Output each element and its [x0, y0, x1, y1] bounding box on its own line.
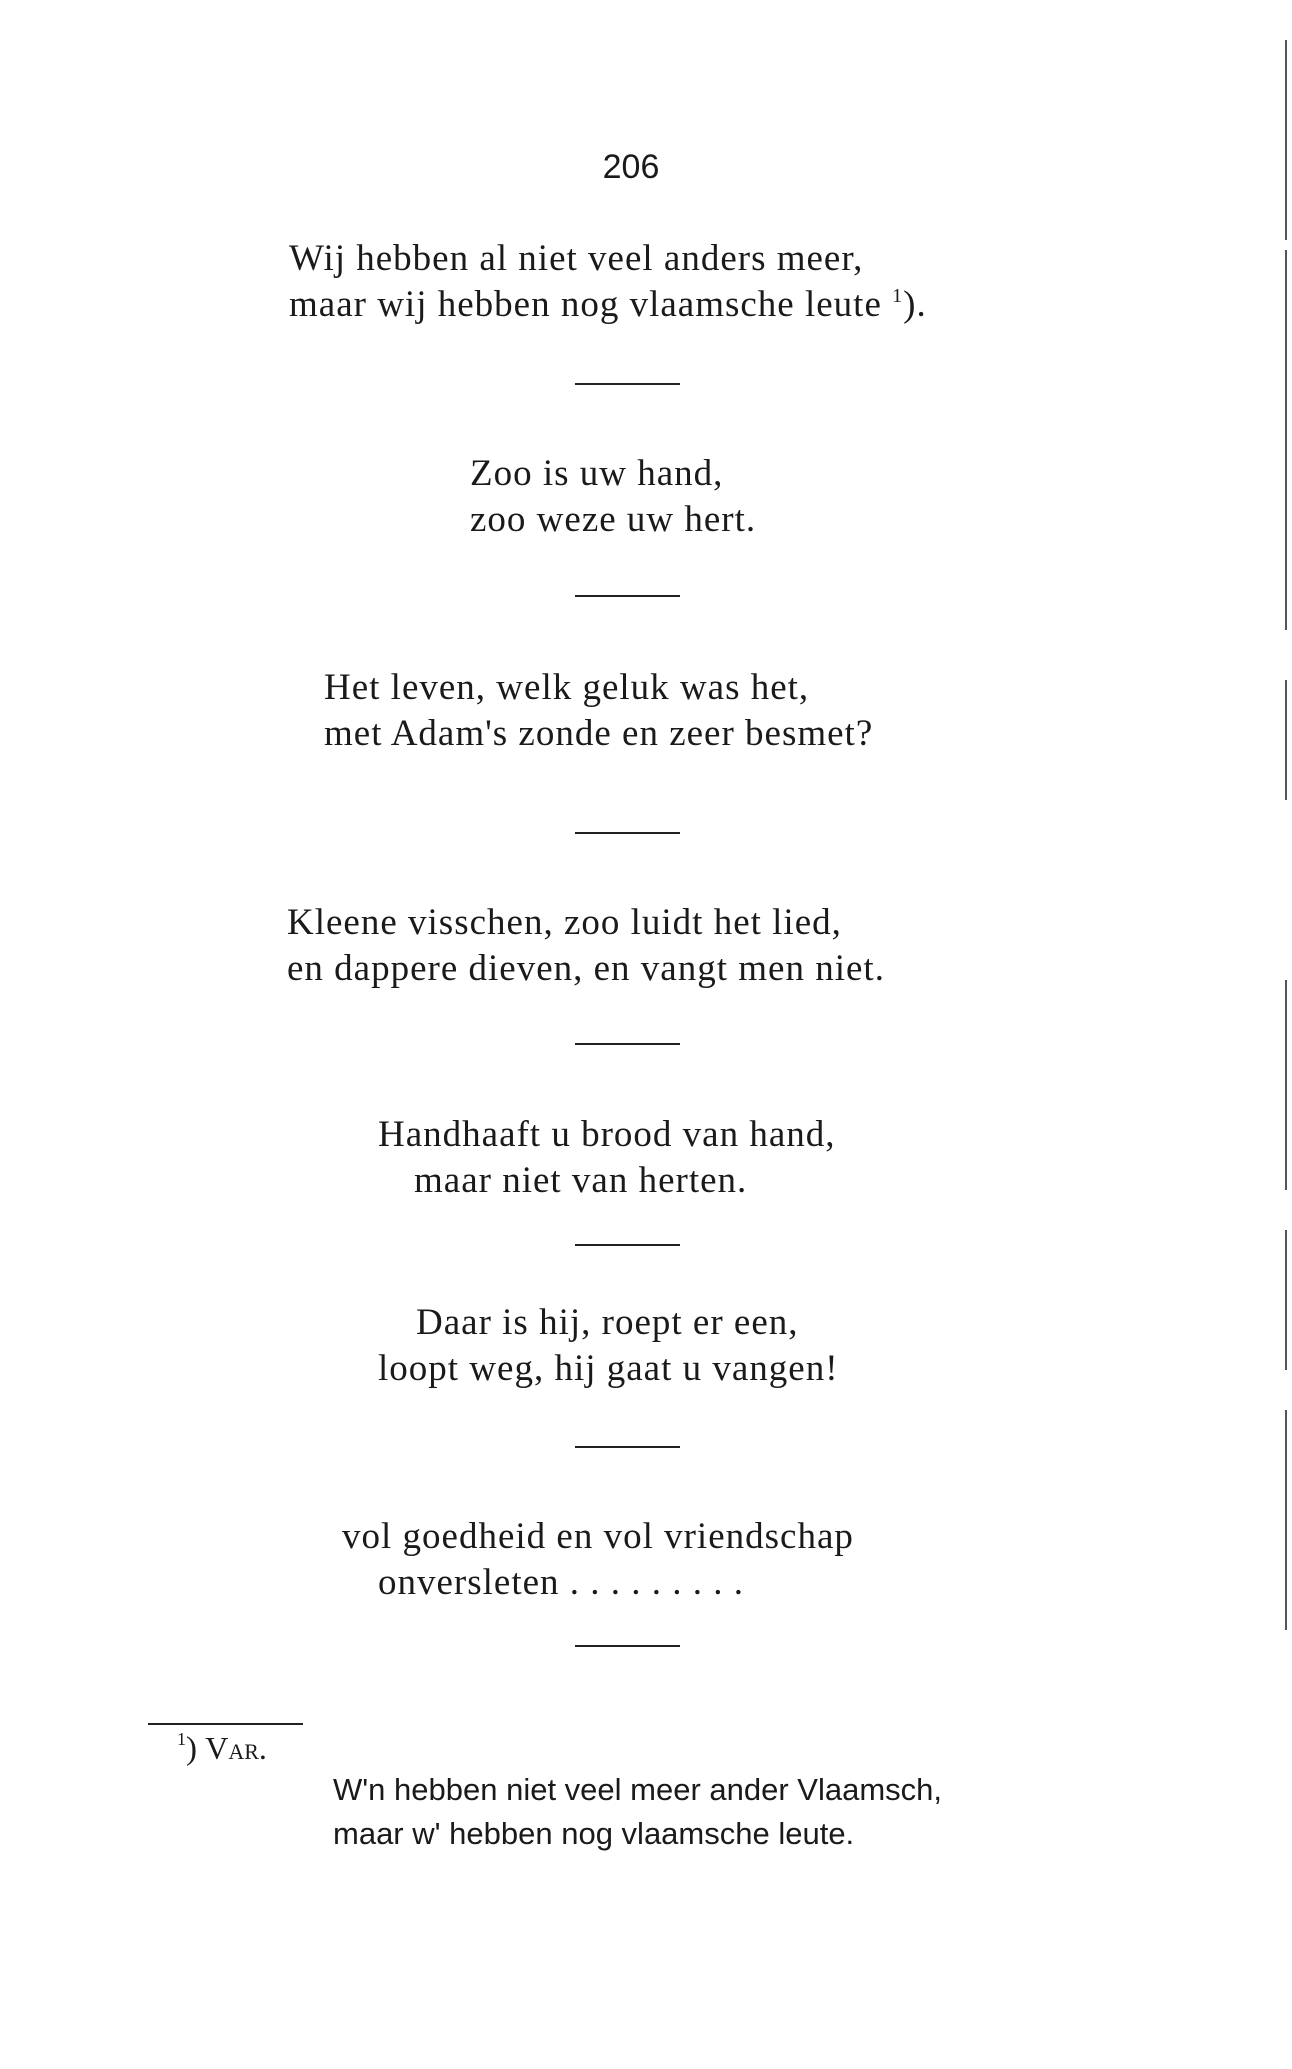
verse-line: Daar is hij, roept er een, — [416, 1302, 799, 1343]
section-separator — [575, 383, 680, 385]
footnote-line: W'n hebben niet veel meer ander Vlaamsch, — [333, 1772, 943, 1807]
scan-edge-mark — [1285, 980, 1287, 1190]
verse-1 — [289, 236, 927, 328]
section-separator — [575, 1244, 680, 1246]
verse-3 — [324, 665, 873, 757]
verse-line: met Adam's zonde en zeer besmet? — [324, 713, 874, 754]
scan-edge-mark — [1285, 250, 1287, 630]
verse-2 — [470, 451, 756, 543]
scan-edge-mark — [1285, 1410, 1287, 1630]
section-separator — [575, 1645, 680, 1647]
footnote-label — [177, 1730, 267, 1768]
verse-line: maar niet van herten. — [414, 1160, 748, 1201]
verse-4 — [287, 900, 885, 992]
scan-edge-mark — [1285, 1230, 1287, 1370]
verse-line: en dappere dieven, en vangt men niet. — [287, 948, 885, 989]
verse-line-text: maar wij hebben nog vlaamsche leute — [289, 284, 882, 325]
verse-line: Handhaaft u brood van hand, — [378, 1114, 836, 1155]
verse-line: Het leven, welk geluk was het, — [324, 667, 810, 708]
verse-line: loopt weg, hij gaat u vangen! — [378, 1348, 839, 1389]
section-separator — [575, 1446, 680, 1448]
footnote-marker-close: ) — [186, 1731, 197, 1767]
page-number: 206 — [602, 148, 660, 186]
footnote-rule — [148, 1723, 303, 1725]
verse-7 — [342, 1514, 854, 1606]
section-separator — [575, 1043, 680, 1045]
section-separator — [575, 595, 680, 597]
verse-line: Zoo is uw hand, — [470, 453, 724, 494]
verse-line: vol goedheid en vol vriendschap — [342, 1516, 854, 1557]
verse-line — [289, 282, 927, 328]
verse-line: Wij hebben al niet veel anders meer, — [289, 238, 864, 279]
footnote-text — [333, 1768, 942, 1856]
scan-edge-mark — [1285, 680, 1287, 800]
verse-6 — [378, 1300, 839, 1392]
verse-line-tail: ). — [903, 284, 927, 325]
scan-edge-mark — [1285, 40, 1287, 240]
footnote-variant-label: Var. — [205, 1730, 267, 1766]
footnote-reference: 1 — [892, 285, 904, 307]
verse-line: onversleten . . . . . . . . . — [378, 1562, 745, 1603]
verse-line: zoo weze uw hert. — [470, 499, 757, 540]
verse-line: Kleene visschen, zoo luidt het lied, — [287, 902, 842, 943]
verse-5 — [378, 1112, 836, 1204]
section-separator — [575, 832, 680, 834]
footnote-marker: 1 — [177, 1729, 186, 1749]
footnote-line: maar w' hebben nog vlaamsche leute. — [333, 1816, 855, 1851]
